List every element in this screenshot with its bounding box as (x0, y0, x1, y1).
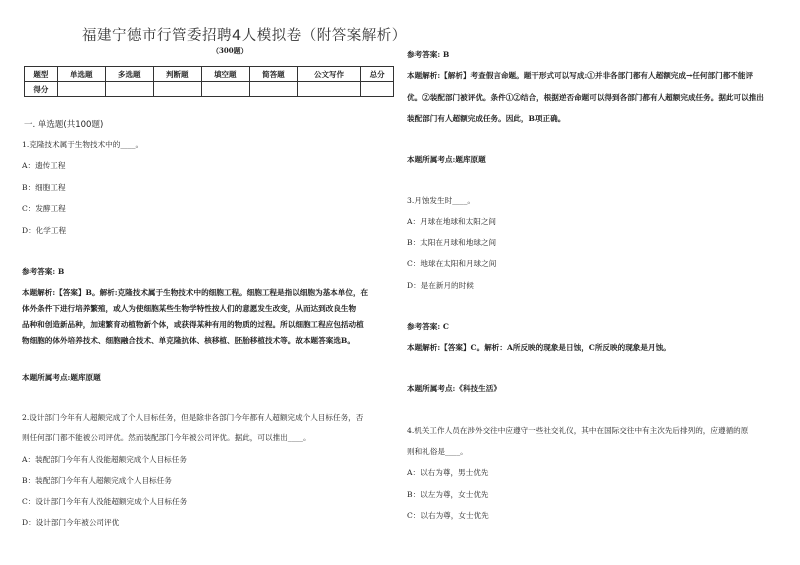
q2-analysis-line: 优。②装配部门被评优。条件①②结合，根据逆否命题可以得到各部门都有人超额完成任务。据此可以推出 (407, 93, 764, 102)
score-cell (201, 82, 249, 97)
score-cell (105, 82, 153, 97)
q3-option-a: A：月球在地球和太阳之间 (407, 217, 497, 226)
q1-option-a: A：遗传工程 (22, 161, 66, 170)
q2-topic: 本题所属考点:题库原题 (407, 155, 486, 164)
score-table-header: 简答题 (249, 67, 297, 82)
q4-stem-line: 则和礼俗是____。 (407, 447, 468, 456)
score-row-label: 得分 (25, 82, 58, 97)
score-table-header: 填空题 (201, 67, 249, 82)
section-heading: 一. 单选题(共100题) (24, 120, 104, 130)
q1-analysis-line: 体外条件下进行培养繁殖，或人为使细胞某些生物学特性按人们的意愿发生改变，从而达到改良生物 (22, 304, 357, 313)
score-table-header: 多选题 (105, 67, 153, 82)
q3-topic: 本题所属考点:《科技生活》 (407, 384, 501, 393)
q2-stem-line: 2.设计部门今年有人超额完成了个人目标任务，但是除非各部门今年都有人超额完成个人目标任务，否 (22, 413, 364, 422)
score-table (24, 66, 394, 97)
score-table-header: 单选题 (57, 67, 105, 82)
q1-answer: 参考答案: B (22, 267, 65, 276)
score-cell (297, 82, 360, 97)
q1-option-c: C：发酵工程 (22, 204, 66, 213)
q3-stem: 3.月蚀发生时____。 (407, 196, 475, 205)
score-table-header: 题型 (25, 67, 58, 82)
score-table-header: 总分 (361, 67, 394, 82)
q4-stem-line: 4.机关工作人员在涉外交往中应遵守一些社交礼仪，其中在国际交往中有主次先后排列的，应遵循的原 (407, 426, 749, 435)
document-subtitle: （300题） (212, 46, 248, 55)
q3-option-c: C：地球在太阳和月球之间 (407, 259, 497, 268)
score-cell (153, 82, 201, 97)
q2-option-a: A：装配部门今年有人没能超额完成个人目标任务 (22, 455, 187, 464)
q1-analysis-line: 品种和创造新品种，加速繁育动植物新个体，或获得某种有用的物质的过程。所以细胞工程应包括动植 (22, 320, 364, 329)
score-table-score-row (25, 82, 394, 97)
document-title: 福建宁德市行管委招聘4人模拟卷（附答案解析） (82, 28, 407, 44)
q4-option-b: B：以左为尊，女士优先 (407, 490, 489, 499)
score-table-header: 判断题 (153, 67, 201, 82)
q2-option-d: D：设计部门今年被公司评优 (22, 518, 120, 527)
q3-option-b: B：太阳在月球和地球之间 (407, 238, 497, 247)
q2-option-c: C：设计部门今年有人没能超额完成个人目标任务 (22, 497, 188, 506)
q3-answer: 参考答案: C (407, 322, 449, 331)
q2-stem-line: 则任何部门都不能被公司评优。然而装配部门今年被公司评优。据此，可以推出____。 (22, 433, 311, 442)
q1-stem: 1.克隆技术属于生物技术中的____。 (22, 140, 144, 149)
q1-analysis-line: 本题解析:【答案】B。解析:克隆技术属于生物技术中的细胞工程。细胞工程是指以细胞为基本单位，在 (22, 288, 369, 297)
q1-topic: 本题所属考点:题库原题 (22, 373, 101, 382)
q2-analysis-line: 本题解析:【解析】考查假言命题。题干形式可以写成:①并非各部门都有人超额完成→任何部门都不能评 (407, 71, 754, 80)
q1-analysis-line: 物细胞的体外培养技术、细胞融合技术、单克隆抗体、核移植、胚胎移植技术等。故本题答案选B。 (22, 336, 355, 345)
q4-option-c: C：以右为尊，女士优先 (407, 511, 489, 520)
q3-analysis: 本题解析:【答案】C。解析：A所反映的现象是日蚀，C所反映的现象是月蚀。 (407, 343, 671, 352)
score-cell (57, 82, 105, 97)
score-cell (249, 82, 297, 97)
q1-option-b: B：细胞工程 (22, 183, 66, 192)
q4-option-a: A：以右为尊，男士优先 (407, 468, 489, 477)
score-table-header: 公文写作 (297, 67, 360, 82)
score-table-header-row (25, 67, 394, 82)
q3-option-d: D：是在新月的时候 (407, 281, 474, 290)
q2-answer: 参考答案: B (407, 50, 450, 59)
q2-option-b: B：装配部门今年有人超额完成个人目标任务 (22, 476, 172, 485)
score-cell (361, 82, 394, 97)
q1-option-d: D：化学工程 (22, 226, 67, 235)
q2-analysis-line: 装配部门有人超额完成任务。因此，B项正确。 (407, 114, 566, 123)
